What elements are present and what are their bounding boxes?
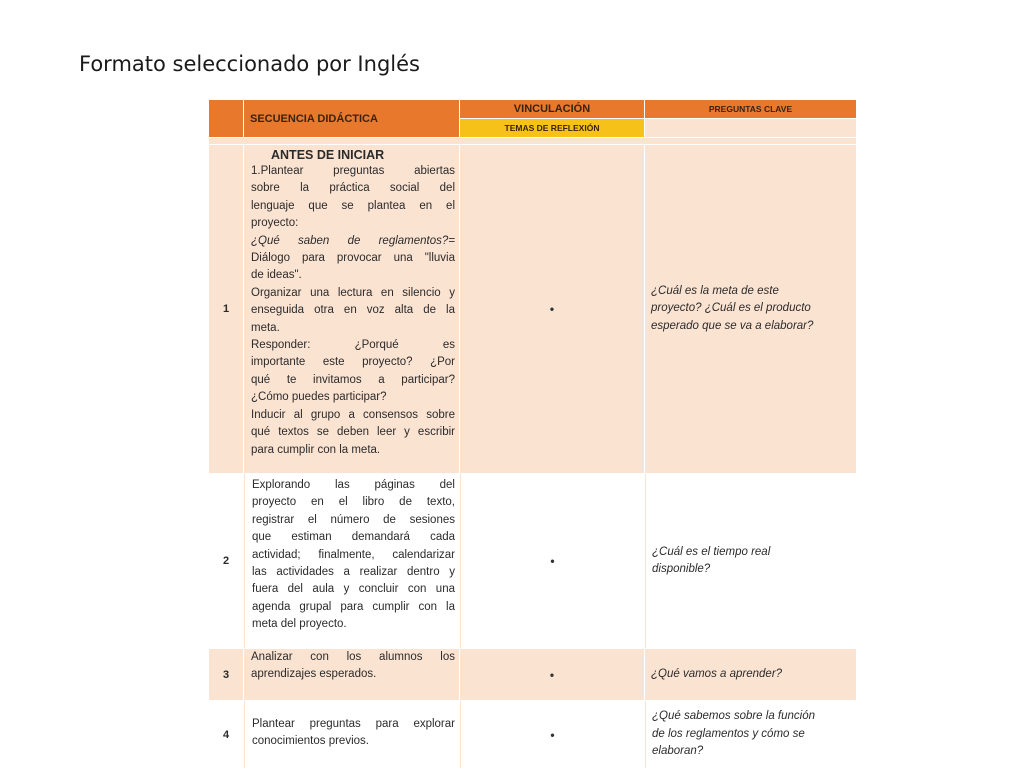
sequence-line: aprendizajes esperados. [251, 668, 377, 681]
sequence-line: proyecto en el libro de texto, [252, 496, 455, 509]
sequence-line: Organizar una lectura en silencio y [251, 286, 455, 299]
sequence-line: de ideas". [251, 269, 302, 282]
sequence-line: ¿Qué saben de reglamentos?= [251, 234, 455, 247]
header-divider-strip [209, 138, 856, 144]
key-question-line: elaboran? [652, 745, 704, 758]
sequence-line: qué te invitamos a participar? [251, 373, 455, 386]
sequence-cell [244, 474, 459, 648]
table-row [209, 145, 856, 473]
header-temas-reflexion: TEMAS DE REFLEXIÓN [460, 119, 644, 137]
header-preguntas-clave: PREGUNTAS CLAVE [645, 100, 856, 118]
header-preguntas-subcell [645, 119, 856, 137]
sequence-line: Inducir al grupo a consensos sobre [251, 408, 455, 421]
key-question-cell [645, 474, 856, 648]
vinculacion-bullet: • [460, 474, 644, 648]
sequence-line: fuera del aula y concluir con una [252, 583, 455, 596]
key-question-line: ¿Cuál es la meta de este [651, 284, 779, 297]
sequence-line: Analizar con los alumnos los [251, 651, 455, 663]
sequence-line: agenda grupal para cumplir con la [252, 600, 455, 613]
sequence-line: registrar el número de sesiones [252, 513, 455, 526]
sequence-line: qué textos se deben leer y escribir [251, 426, 455, 439]
table-row [209, 649, 856, 700]
key-question-cell [645, 649, 856, 700]
sequence-line: meta del proyecto. [252, 618, 347, 631]
key-question-line: ¿Cuál es el tiempo real [652, 545, 771, 558]
key-question-line: de los reglamentos y cómo se [652, 727, 805, 740]
sequence-cell [244, 701, 459, 768]
slide-title: Formato seleccionado por Inglés [79, 52, 420, 76]
didactic-sequence-table [209, 100, 856, 768]
key-question-line: disponible? [652, 563, 711, 575]
sequence-line: que estiman demandará cada [252, 531, 455, 544]
sequence-line: Responder: ¿Porqué es [251, 339, 455, 352]
sequence-line: Plantear preguntas para explorar [252, 718, 455, 730]
key-question-line: ¿Qué sabemos sobre la función [652, 710, 816, 723]
sequence-heading: ANTES DE INICIAR [271, 148, 385, 162]
sequence-line: conocimientos previos. [252, 735, 369, 748]
table-row [209, 474, 856, 648]
sequence-line: para cumplir con la meta. [251, 443, 381, 456]
sequence-line: proyecto: [251, 217, 299, 230]
sequence-cell [244, 145, 459, 473]
header-vinculacion: VINCULACIÓN [460, 100, 644, 118]
vinculacion-bullet: • [460, 145, 644, 473]
key-question-cell [645, 145, 856, 473]
header-secuencia: SECUENCIA DIDÁCTICA [244, 100, 459, 137]
sequence-line: lenguaje que se plantea en el [251, 199, 455, 212]
vinculacion-bullet: • [460, 649, 644, 700]
key-question-line: esperado que se va a elaborar? [651, 319, 814, 332]
table-row [209, 701, 856, 768]
sequence-line: las actividades a realizar dentro y [252, 566, 455, 579]
sequence-line: meta. [251, 321, 280, 334]
sequence-line: enseguida otra en voz alta de la [251, 304, 455, 317]
key-question-cell [645, 701, 856, 768]
row-number: 2 [209, 474, 243, 648]
sequence-line: Explorando las páginas del [252, 479, 455, 491]
header-number-cell [209, 100, 243, 137]
sequence-line: Diálogo para provocar una "lluvia [251, 252, 455, 265]
key-question-line: ¿Qué vamos a aprender? [651, 667, 783, 680]
sequence-line: 1.Plantear preguntas abiertas [251, 165, 455, 177]
sequence-line: sobre la práctica social del [251, 182, 455, 195]
row-number: 4 [209, 701, 243, 768]
sequence-cell [244, 649, 459, 700]
row-number: 3 [209, 649, 243, 700]
vinculacion-bullet: • [460, 701, 644, 768]
sequence-line: ¿Cómo puedes participar? [251, 391, 387, 404]
row-number: 1 [209, 145, 243, 473]
sequence-line: importante este proyecto? ¿Por [251, 356, 455, 369]
sequence-line: actividad; finalmente, calendarizar [252, 548, 455, 561]
key-question-line: proyecto? ¿Cuál es el producto [651, 302, 811, 315]
